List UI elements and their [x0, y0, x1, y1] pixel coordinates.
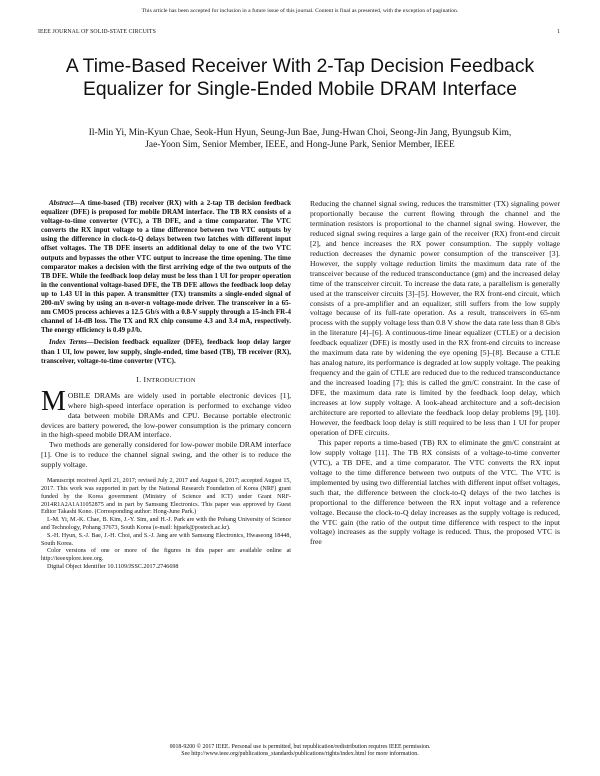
right-column	[310, 199, 560, 547]
index-terms	[41, 338, 291, 365]
copyright-notice	[0, 744, 600, 759]
author-list	[34, 128, 566, 151]
section-title-initial: I	[143, 374, 147, 384]
copyright-line-1: 0018-9200 © 2017 IEEE. Personal use is permitted, but republication/redistribution requires IEEE permission.	[169, 744, 431, 750]
section-title-rest: NTRODUCTION	[146, 376, 196, 384]
abstract	[41, 199, 291, 335]
right-paragraph-2: This paper reports a time-based (TB) RX to eliminate the gm/C constraint at low supply voltage [11]. The TB RX consists of a voltage-to-time converter (VTC), a TB DFE, and a time comparator. The VTC converts the RX input voltage to the time difference between two outputs of the VTC. The VTC is implemented by using two differential latches with different input offset voltages, such that, the difference between the clock-to-Q delays of the two latches is proportional to the difference between the RX input voltage and a reference voltage. Because the clock-to-Q delay increases as the supply voltage is reduced, the VTC gain (the ratio of the output time difference with respect to the input voltage) increases as the supply voltage is reduced. Thus, the proposed VTC is free	[310, 437, 560, 547]
footnote-affiliation-samsung: S.-H. Hyun, S.-J. Bae, J.-H. Choi, and S.-J. Jang are with Samsung Electronics, Hwaseong 18448, South Korea.	[41, 532, 291, 547]
paper-title: A Time-Based Receiver With 2-Tap Decision Feedback Equalizer for Single-Ended Mobile DRAM Interface	[65, 56, 535, 100]
footnote-doi: Digital Object Identifier 10.1109/JSSC.2017.2746698	[47, 564, 179, 571]
footnote-color-versions: Color versions of one or more of the figures in this paper are available online at http://ieeexplore.ieee.org.	[41, 548, 291, 563]
section-heading-introduction	[41, 375, 291, 386]
section-numeral: I.	[136, 374, 144, 384]
index-terms-label: Index Terms—	[49, 338, 94, 347]
intro-paragraph-1	[41, 385, 291, 441]
intro-paragraph-1-text: OBILE DRAMs are widely used in portable electronic devices [1], where high-speed interface operation is performed to exchange video data between mobile DRAMs and CPU. Because portable electronic devices are battery powered, the low-power consumption is the primary concern in the high-speed mobile DRAM interface.	[41, 390, 291, 440]
acceptance-notice: This article has been accepted for inclusion in a future issue of this journal. Content is final as presented, with the exception of pagination.	[141, 8, 459, 14]
abstract-label: Abstract—	[49, 199, 81, 207]
intro-paragraph-2: Two methods are generally considered for low-power mobile DRAM interface [1]. One is to reduce the channel signal swing, and the other is to reduce the supply voltage.	[41, 440, 291, 470]
right-paragraph-1: Reducing the channel signal swing, reduces the transmitter (TX) signaling power proportionally because the current flowing through the channel and the termination resistors is proportional to the channel signal swing. However, the reduced signal swing requires a large gain of the receiver (RX) front-end circuit [2], and hence increases the RX power consumption. The supply voltage reduction decreases the dynamic power consumption of the transceiver [3]. However, the supply voltage reduction limits the maximum data rate of the transceiver because of the reduced transconductance (gm) and the increased delay time of the transceiver circuit. To increase the data rate, a parallelism is generally used at the transceiver circuits [3]–[5]. However, the RX front-end circuit, which consists of a pre-amplifier and an equalizer, still suffers from the low supply voltage because of its full-rate operation. As a result, transceivers in 65-nm process with the supply voltage less than 0.8 V show the data rate less than 8 Gb/s in the literature [4]–[6]. A continuous-time linear equalizer (CTLE) or a decision feedback equalizer (DFE) is mostly used in the RX front-end circuits to increase the maximum data rate by widening the eye opening [5]–[8]. Because a CTLE has analog nature, its performance is degraded at low supply voltage. The peaking frequency and the gain of CTLE are reduced due to the reduced transconductance and the increased loading [7]; this is called the gm/C constraint. In the case of DFE, the maximum data rate is limited by the feedback loop delay, which increases at low supply voltage. A look-ahead architecture and a soft-decision architecture are reported to alleviate the feedback loop delay problems [9], [10]. However, the feedback loop delay is still required to be less than 1 UI for proper operation of DFE circuits.	[310, 199, 560, 437]
footnote-affiliation-postech: I.-M. Yi, M.-K. Chae, B. Kim, J.-Y. Sim, and H.-J. Park are with the Pohang University of Science and Technology, Pohang 37673, South Korea (e-mail: hjpark@postech.ac.kr).	[41, 517, 291, 532]
footnotes	[41, 478, 291, 572]
index-terms-text: Decision feedback equalizer (DFE), feedback loop delay larger than 1 UI, low power, low supply, single-ended, time based (TB), TB receiver (RX), transceiver, voltage-to-time converter (VTC).	[41, 338, 291, 365]
author-line-1: Il-Min Yi, Min-Kyun Chae, Seok-Hun Hyun, Seung-Jun Bae, Jung-Hwan Choi, Seong-Jin Jang, Byungsub Kim,	[88, 128, 512, 138]
left-column	[41, 199, 291, 572]
footnote-manuscript: Manuscript received April 21, 2017; revised July 2, 2017 and August 6, 2017; accepted August 15, 2017. This work was supported in part by the National Research Foundation of Korea (NRF) grant funded by the Korea government (Ministry of Science and ICT) under Grant NRF-2014R1A2A1A11052875 and in part by Samsung Electronics. This paper was approved by Guest Editor Takashi Kono. (Corresponding author: Hong-June Park.)	[41, 478, 291, 516]
author-line-2: Jae-Yoon Sim, Senior Member, IEEE, and Hong-June Park, Senior Member, IEEE	[145, 139, 455, 150]
drop-cap: M	[41, 385, 66, 417]
copyright-line-2: See http://www.ieee.org/publications_standards/publications/rights/index.html for more information.	[181, 751, 419, 758]
journal-running-head: IEEE JOURNAL OF SOLID-STATE CIRCUITS	[38, 29, 156, 35]
abstract-text: A time-based (TB) receiver (RX) with a 2-tap TB decision feedback equalizer (DFE) is proposed for mobile DRAM interface. The TB RX consists of a voltage-to-time converter (VTC), a TB DFE, and a time comparator. The VTC converts the RX input voltage to a time difference between two VTC outputs by using the difference in clock-to-Q delays between two latches with different input offset voltages. The TB DFE inserts an additional delay to one of the two VTC outputs and bypasses the other VTC output to increase the time opening. The time comparator makes a decision with the first arriving edge of the two outputs of the TB DFE. While the feedback loop delay must be less than 1 UI for proper operation in the conventional voltage-based DFE, the TB DFE allows the feedback loop delay up to 1.43 UI in this paper. A transmitter (TX) transmits a single-ended signal of 200-mV swing by using an n-over-n voltage-mode driver. The transceiver in a 65-nm CMOS process achieves a 12.5 Gb/s with a 0.8-V supply through a 15-inch FR-4 channel of 14-dB loss. The TX and RX chip consume 4.3 and 3.4 mA, respectively. The energy efficiency is 0.49 pJ/b.	[41, 199, 291, 335]
page-number: 1	[557, 29, 560, 35]
